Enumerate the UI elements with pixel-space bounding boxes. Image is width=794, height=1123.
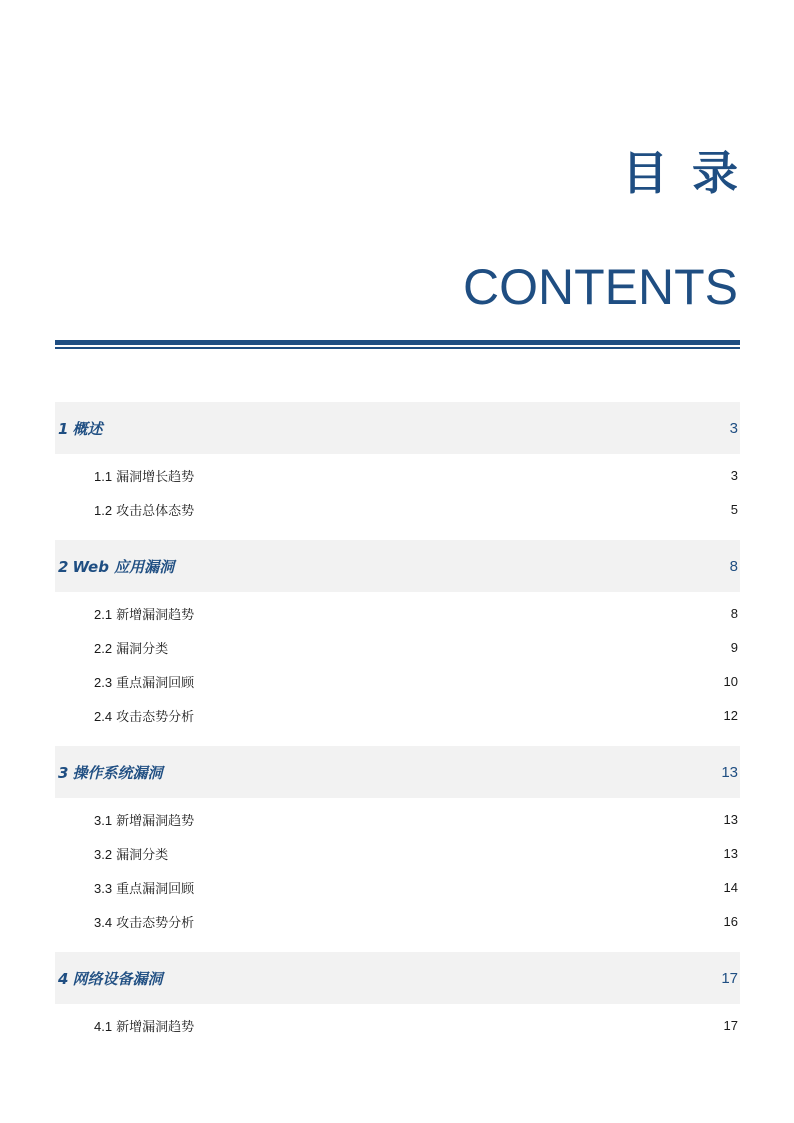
section-label: 攻击总体态势 [116, 503, 195, 519]
title-divider-thick [55, 340, 740, 345]
toc-section-3-2[interactable] [55, 836, 740, 870]
chapter-title [55, 556, 174, 577]
section-label: 漏洞增长趋势 [116, 469, 195, 485]
page-title-chinese: 目录 [622, 146, 762, 200]
title-divider-thin [55, 347, 740, 349]
chapter-title [55, 968, 162, 989]
chapter-number: 4 [58, 969, 69, 988]
section-page-number: 12 [723, 707, 738, 723]
section-label: 新增漏洞趋势 [116, 1019, 195, 1035]
section-number: 2.3 [94, 674, 113, 690]
section-label: 攻击态势分析 [116, 915, 195, 931]
toc-section-list [55, 592, 740, 746]
toc-section-3-4[interactable] [55, 904, 740, 938]
chapter-title [55, 418, 102, 439]
chapter-page-number: 13 [721, 763, 738, 781]
section-number: 2.2 [94, 640, 113, 656]
section-label: 重点漏洞回顾 [116, 881, 195, 897]
section-page-number: 13 [723, 845, 738, 861]
table-of-contents [55, 402, 740, 1056]
section-number: 1.2 [94, 502, 113, 518]
chapter-page-number: 8 [729, 557, 738, 575]
section-page-number: 3 [730, 467, 738, 483]
section-number: 3.2 [94, 846, 113, 862]
section-page-number: 14 [723, 879, 738, 895]
section-number: 3.3 [94, 880, 113, 896]
section-label: 新增漏洞趋势 [116, 607, 195, 623]
chapter-number: 2 [58, 557, 69, 576]
page-title-english: CONTENTS [463, 259, 738, 315]
chapter-page-number: 17 [721, 969, 738, 987]
section-number: 2.4 [94, 708, 113, 724]
toc-section-list [55, 454, 740, 540]
section-number: 1.1 [94, 468, 113, 484]
chapter-number: 3 [58, 763, 69, 782]
section-page-number: 9 [730, 639, 738, 655]
chapter-number: 1 [58, 419, 69, 438]
section-page-number: 16 [723, 913, 738, 929]
section-number: 4.1 [94, 1018, 113, 1034]
section-page-number: 8 [730, 605, 738, 621]
chapter-label: 网络设备漏洞 [72, 969, 163, 988]
toc-section-list [55, 1004, 740, 1056]
toc-section-3-1[interactable] [55, 802, 740, 836]
section-page-number: 10 [723, 673, 738, 689]
toc-section-2-3[interactable] [55, 664, 740, 698]
toc-chapter-3[interactable] [55, 746, 740, 798]
chapter-title [55, 762, 162, 783]
chapter-label: 概述 [72, 419, 103, 438]
section-label: 新增漏洞趋势 [116, 813, 195, 829]
section-label: 漏洞分类 [116, 847, 169, 863]
toc-chapter-2[interactable] [55, 540, 740, 592]
toc-section-2-1[interactable] [55, 596, 740, 630]
toc-chapter-1[interactable] [55, 402, 740, 454]
toc-section-4-1[interactable] [55, 1008, 740, 1042]
section-label: 重点漏洞回顾 [116, 675, 195, 691]
section-page-number: 5 [730, 501, 738, 517]
toc-section-1-2[interactable] [55, 492, 740, 526]
section-label: 攻击态势分析 [116, 709, 195, 725]
toc-section-list [55, 798, 740, 952]
toc-section-3-3[interactable] [55, 870, 740, 904]
toc-chapter-4[interactable] [55, 952, 740, 1004]
toc-section-2-4[interactable] [55, 698, 740, 732]
section-number: 3.4 [94, 914, 113, 930]
section-page-number: 13 [723, 811, 738, 827]
toc-section-1-1[interactable] [55, 458, 740, 492]
chapter-label: Web 应用漏洞 [72, 557, 175, 576]
section-label: 漏洞分类 [116, 641, 169, 657]
chapter-page-number: 3 [729, 419, 738, 437]
section-number: 3.1 [94, 812, 113, 828]
chapter-label: 操作系统漏洞 [72, 763, 163, 782]
section-number: 2.1 [94, 606, 113, 622]
toc-section-2-2[interactable] [55, 630, 740, 664]
section-page-number: 17 [723, 1017, 738, 1033]
